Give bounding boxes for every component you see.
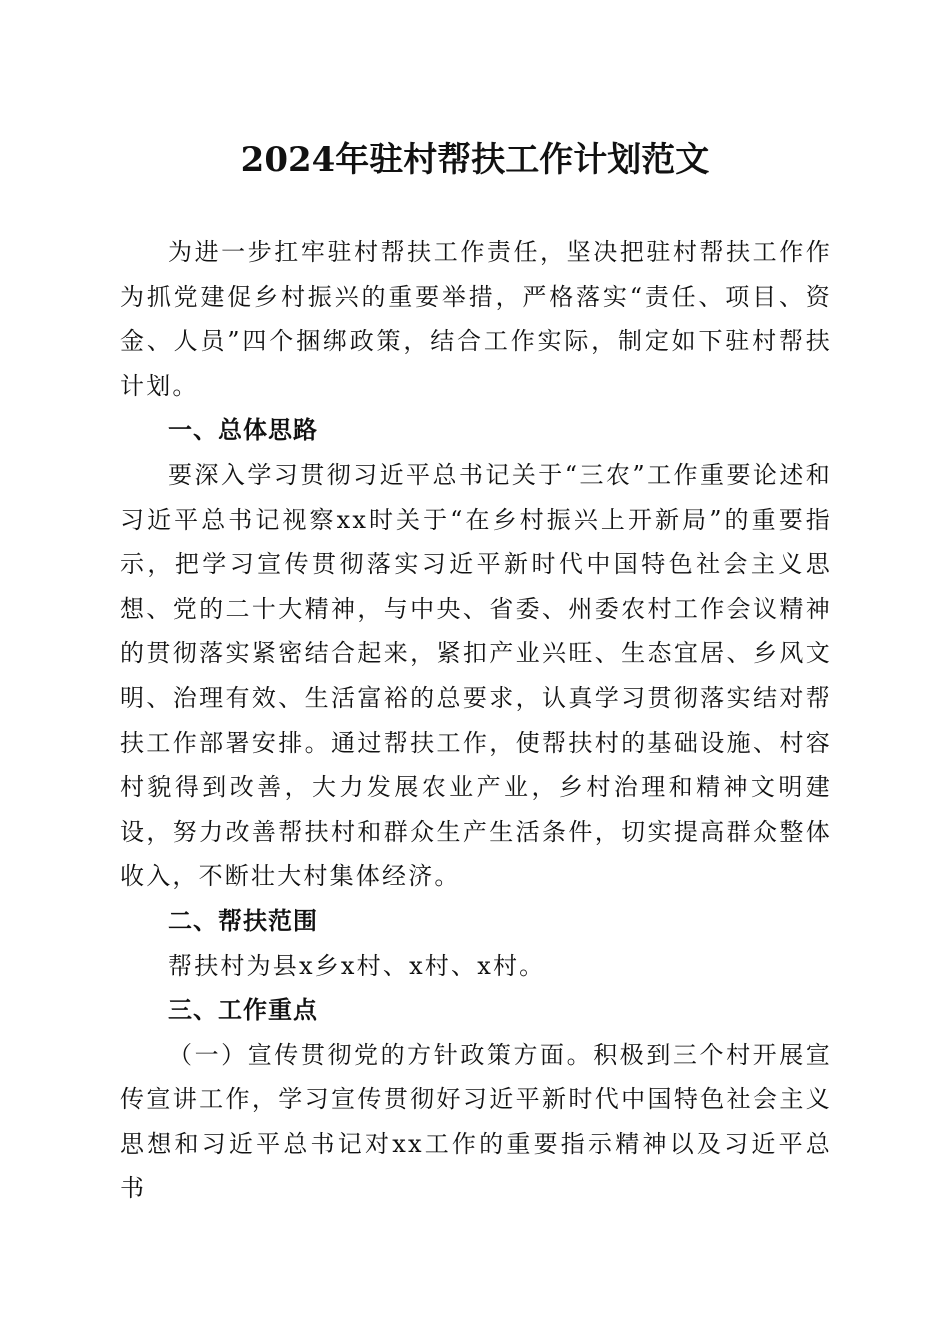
section-paragraph-overall-approach: 要深入学习贯彻习近平总书记关于“三农”工作重要论述和习近平总书记视察xx时关于“在乡村振兴上开新局”的重要指示，把学习宣传贯彻落实习近平新时代中国特色社会主义思想、党的二十大精神，与中央、省委、州委农村工作会议精神的贯彻落实紧密结合起来，紧扣产业兴旺、生态宜居、乡风文明、治理有效、生活富裕的总要求，认真学习贯彻落实结对帮扶工作部署安排。通过帮扶工作，使帮扶村的基础设施、村容村貌得到改善，大力发展农业产业，乡村治理和精神文明建设，努力改善帮扶村和群众生产生活条件，切实提高群众整体收入，不断壮大村集体经济。 bbox=[120, 460, 832, 891]
document-body bbox=[120, 230, 832, 1211]
intro-paragraph: 为进一步扛牢驻村帮扶工作责任，坚决把驻村帮扶工作作为抓党建促乡村振兴的重要举措，严格落实“责任、项目、资金、人员”四个捆绑政策，结合工作实际，制定如下驻村帮扶计划。 bbox=[120, 238, 832, 400]
subsection-text-policy-publicity: 积极到三个村开展宣传宣讲工作，学习宣传贯彻好习近平新时代中国特色社会主义思想和习近平总书记对xx工作的重要指示精神以及习近平总书 bbox=[120, 1040, 832, 1203]
section-paragraph-work-focus bbox=[120, 1033, 832, 1211]
section-paragraph-assistance-scope: 帮扶村为县x乡x村、x村、x村。 bbox=[168, 951, 546, 980]
section-heading-assistance-scope: 二、帮扶范围 bbox=[168, 906, 318, 935]
subsection-lead-policy-publicity: （一）宣传贯彻党的方针政策方面。 bbox=[168, 1040, 594, 1069]
section-heading-overall-approach: 一、总体思路 bbox=[168, 416, 318, 445]
section-heading-work-focus: 三、工作重点 bbox=[168, 996, 318, 1025]
document-title: 2024年驻村帮扶工作计划范文 bbox=[240, 140, 710, 180]
